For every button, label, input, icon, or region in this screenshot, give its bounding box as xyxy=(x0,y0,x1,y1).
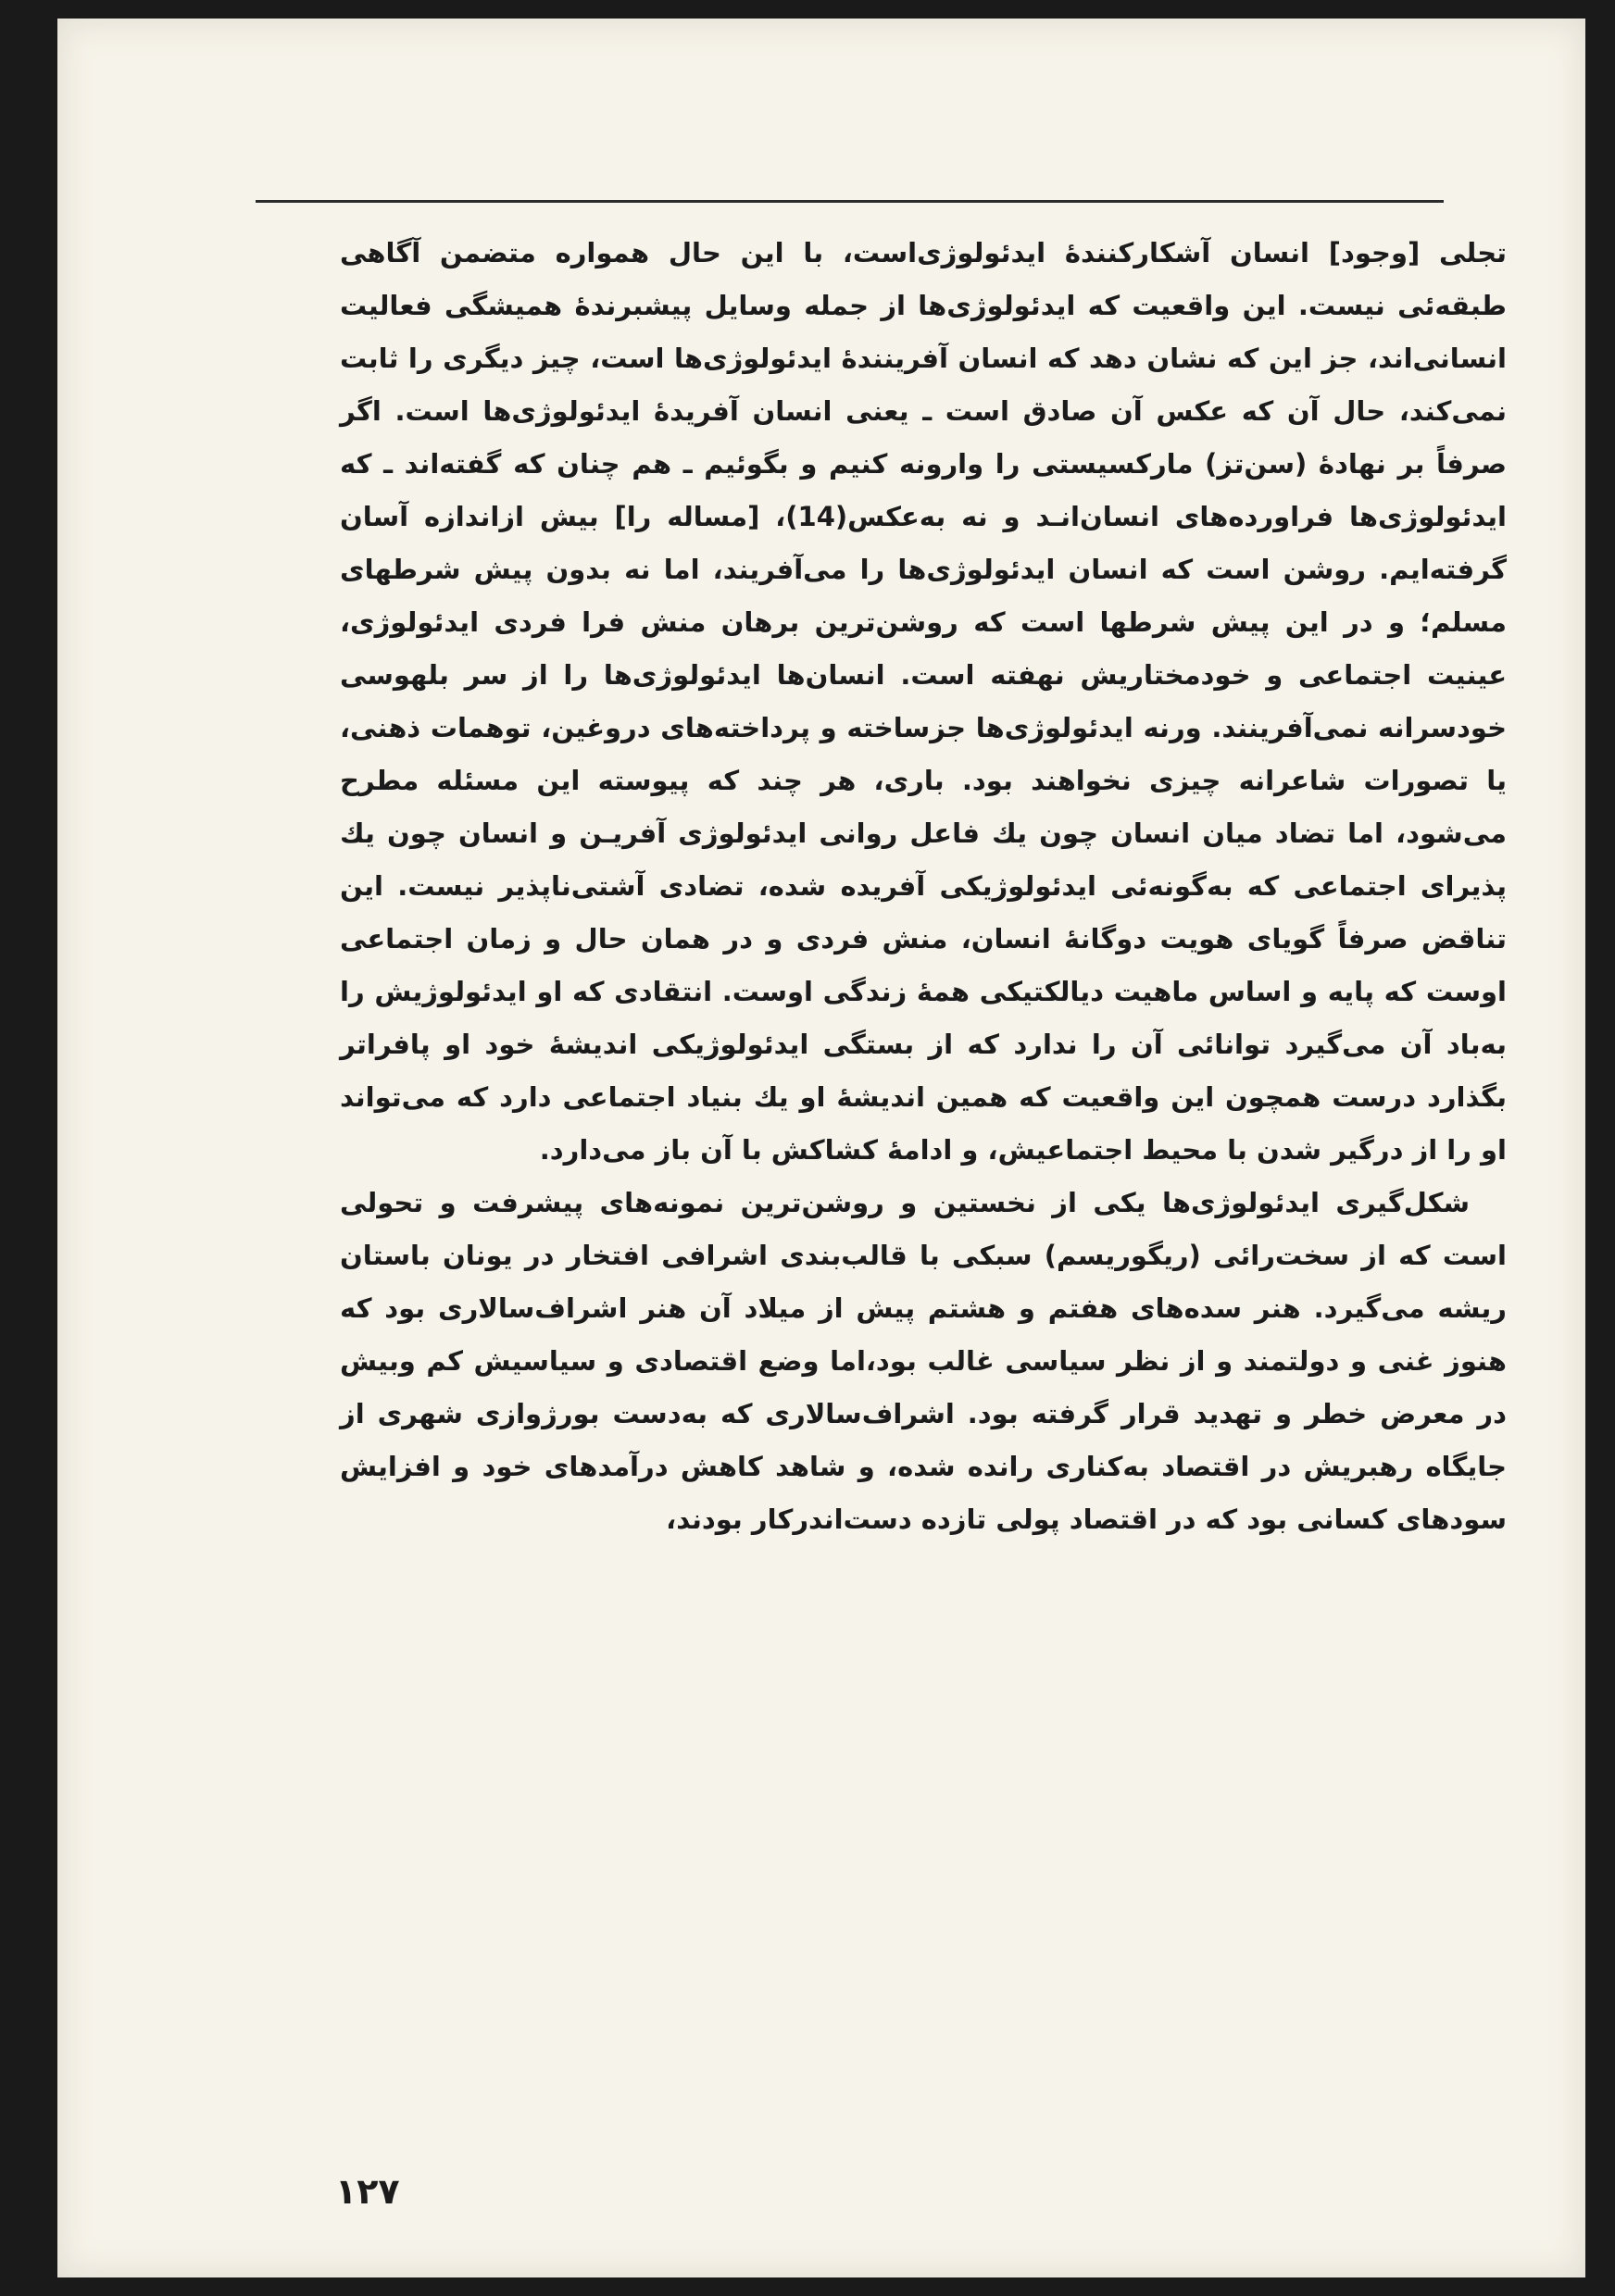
paragraph-1: تجلی [وجود] انسان آشکارکنندهٔ ایدئولوژی‌است، با این حال همواره متضمن آگاهی طبقه‌ئی نیست. این واقعیت که ایدئولوژی‌ها از جمله وسایل پیشبرندهٔ همیشگی فعالیت انسانی‌اند، جز این که نشان دهد که انسان آفرینندهٔ ایدئولوژی‌ها است، چیز دیگری را ثابت نمی‌کند، حال آن که عکس آن صادق است ـ یعنی انسان آفریدهٔ ایدئولوژی‌ها است. اگر صرفاً بر نهادهٔ (سن‌تز) مارکسیستی را وارونه کنیم و بگوئیم ـ هم چنان که گفته‌اند ـ که ایدئولوژی‌ها فراورده‌های انسان‌انـد و نه به‌عکس(14)، [مساله را] بیش ازاندازه آسان گرفته‌ایم. روشن است که انسان ایدئولوژی‌ها را می‌آفریند، اما نه بدون پیش شرطهای مسلم؛ و در این پیش شرطها است که روشن‌ترین برهان منش فرا فردی ایدئولوژی، عینیت اجتماعی و خودمختاریش نهفته است. انسان‌ها ایدئولوژی‌ها را از سر بلهوسی خودسرانه نمی‌آفرینند. ورنه ایدئولوژی‌ها جزساخته و پرداخته‌های دروغین، توهمات ذهنی، یا تصورات شاعرانه چیزی نخواهند بود. باری، هر چند که پیوسته این مسئله مطرح می‌شود، اما تضاد میان انسان چون یك فاعل روانی ایدئولوژی آفریـن و انسان چون یك پذیرای اجتماعی که به‌گونه‌ئی ایدئولوژیکی آفریده شده، تضادی آشتی‌ناپذیر نیست. این تناقض صرفاً گویای هویت دوگانهٔ انسان، منش فردی و در همان حال و زمان اجتماعی اوست که پایه و اساس ماهیت دیالکتیکی همهٔ زندگی اوست. انتقادی که او ایدئولوژیش را به‌باد آن می‌گیرد توانائی آن را ندارد که از بستگی ایدئولوژیکی اندیشهٔ خود او پافراتر بگذارد درست همچون این واقعیت که همین اندیشهٔ او یك بنیاد اجتماعی دارد که می‌تواند او را از درگیر شدن با محیط اجتماعیش، و ادامهٔ کشاکش با آن باز می‌دارد. xyxy=(340,237,1507,1166)
page-number: ۱۲۷ xyxy=(335,2171,400,2212)
header-rule xyxy=(256,200,1444,203)
book-page xyxy=(57,19,1585,2277)
paragraph-2: شکل‌گیری ایدئولوژی‌ها یکی از نخستین و روشن‌ترین نمونه‌های پیشرفت و تحولی است که از سخت‌رائی (ریگوریسم) سبکی با قالب‌بندی اشرافی افتخار در یونان باستان ریشه می‌گیرد. هنر سده‌های هفتم و هشتم پیش از میلاد آن هنر اشراف‌سالاری بود که هنوز غنی و دولتمند و از نظر سیاسی غالب بود،اما وضع اقتصادی و سیاسیش کم وبیش در معرض خطر و تهدید قرار گرفته بود. اشراف‌سالاری که به‌دست بورژوازی شهری از جایگاه رهبریش در اقتصاد به‌کناری رانده شده، و شاهد کاهش درآمدهای خود و افزایش سودهای کسانی بود که در اقتصاد پولی تازده دست‌اندرکار بودند، xyxy=(340,1187,1507,1535)
body-text xyxy=(340,227,1507,1546)
